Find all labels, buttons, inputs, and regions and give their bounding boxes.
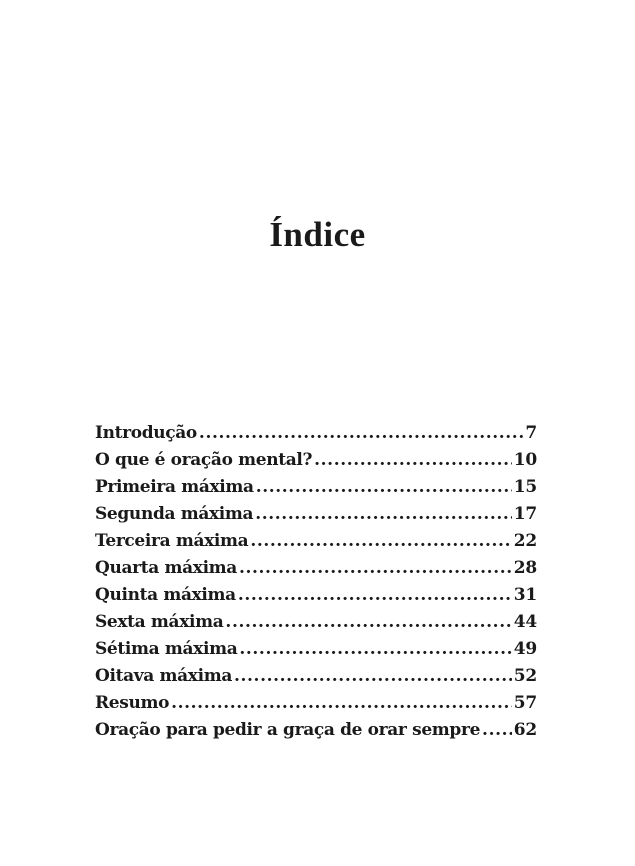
toc-dot-leader bbox=[238, 582, 512, 609]
toc-entry-label: O que é oração mental? bbox=[95, 450, 313, 470]
toc-entry-label: Quarta máxima bbox=[95, 558, 237, 578]
toc-dot-leader bbox=[255, 501, 512, 528]
toc-entry-label: Terceira máxima bbox=[95, 531, 249, 551]
toc-entry-page-number: 62 bbox=[513, 720, 537, 740]
page-title: Índice bbox=[269, 215, 366, 255]
toc-dot-leader bbox=[256, 474, 512, 501]
toc-dot-leader bbox=[250, 528, 511, 555]
toc-entry[interactable] bbox=[95, 717, 537, 744]
toc-entry[interactable] bbox=[95, 420, 537, 447]
toc-entry-page-number: 22 bbox=[513, 531, 537, 551]
toc-entry[interactable] bbox=[95, 474, 537, 501]
toc-dot-leader bbox=[482, 717, 512, 744]
toc-entry-page-number: 44 bbox=[513, 612, 537, 632]
toc-dot-leader bbox=[225, 609, 511, 636]
toc-dot-leader bbox=[234, 663, 512, 690]
toc-entry-page-number: 57 bbox=[513, 693, 537, 713]
toc-entry[interactable] bbox=[95, 663, 537, 690]
toc-entry[interactable] bbox=[95, 690, 537, 717]
toc-dot-leader bbox=[171, 690, 512, 717]
toc-entry[interactable] bbox=[95, 447, 537, 474]
toc-entry-page-number: 49 bbox=[513, 639, 537, 659]
toc-dot-leader bbox=[199, 420, 523, 447]
toc-entry-page-number: 31 bbox=[513, 585, 537, 605]
toc-entry-label: Resumo bbox=[95, 693, 170, 713]
toc-entry[interactable] bbox=[95, 555, 537, 582]
table-of-contents bbox=[95, 420, 537, 744]
toc-entry-page-number: 10 bbox=[513, 450, 537, 470]
toc-entry-page-number: 7 bbox=[525, 423, 537, 443]
toc-entry[interactable] bbox=[95, 501, 537, 528]
toc-entry-label: Quinta máxima bbox=[95, 585, 236, 605]
toc-entry-label: Primeira máxima bbox=[95, 477, 254, 497]
toc-entry-page-number: 28 bbox=[513, 558, 537, 578]
toc-entry-page-number: 52 bbox=[513, 666, 537, 686]
toc-entry[interactable] bbox=[95, 609, 537, 636]
toc-entry[interactable] bbox=[95, 582, 537, 609]
toc-entry-label: Sexta máxima bbox=[95, 612, 224, 632]
toc-dot-leader bbox=[314, 447, 512, 474]
toc-entry-label: Oitava máxima bbox=[95, 666, 232, 686]
toc-entry-label: Oração para pedir a graça de orar sempre bbox=[95, 720, 481, 740]
toc-entry-label: Sétima máxima bbox=[95, 639, 238, 659]
toc-entry[interactable] bbox=[95, 528, 537, 555]
toc-entry-page-number: 15 bbox=[513, 477, 537, 497]
toc-dot-leader bbox=[239, 555, 512, 582]
toc-dot-leader bbox=[239, 636, 511, 663]
toc-entry-label: Segunda máxima bbox=[95, 504, 254, 524]
toc-entry-label: Introdução bbox=[95, 423, 197, 443]
toc-entry-page-number: 17 bbox=[513, 504, 537, 524]
toc-entry[interactable] bbox=[95, 636, 537, 663]
